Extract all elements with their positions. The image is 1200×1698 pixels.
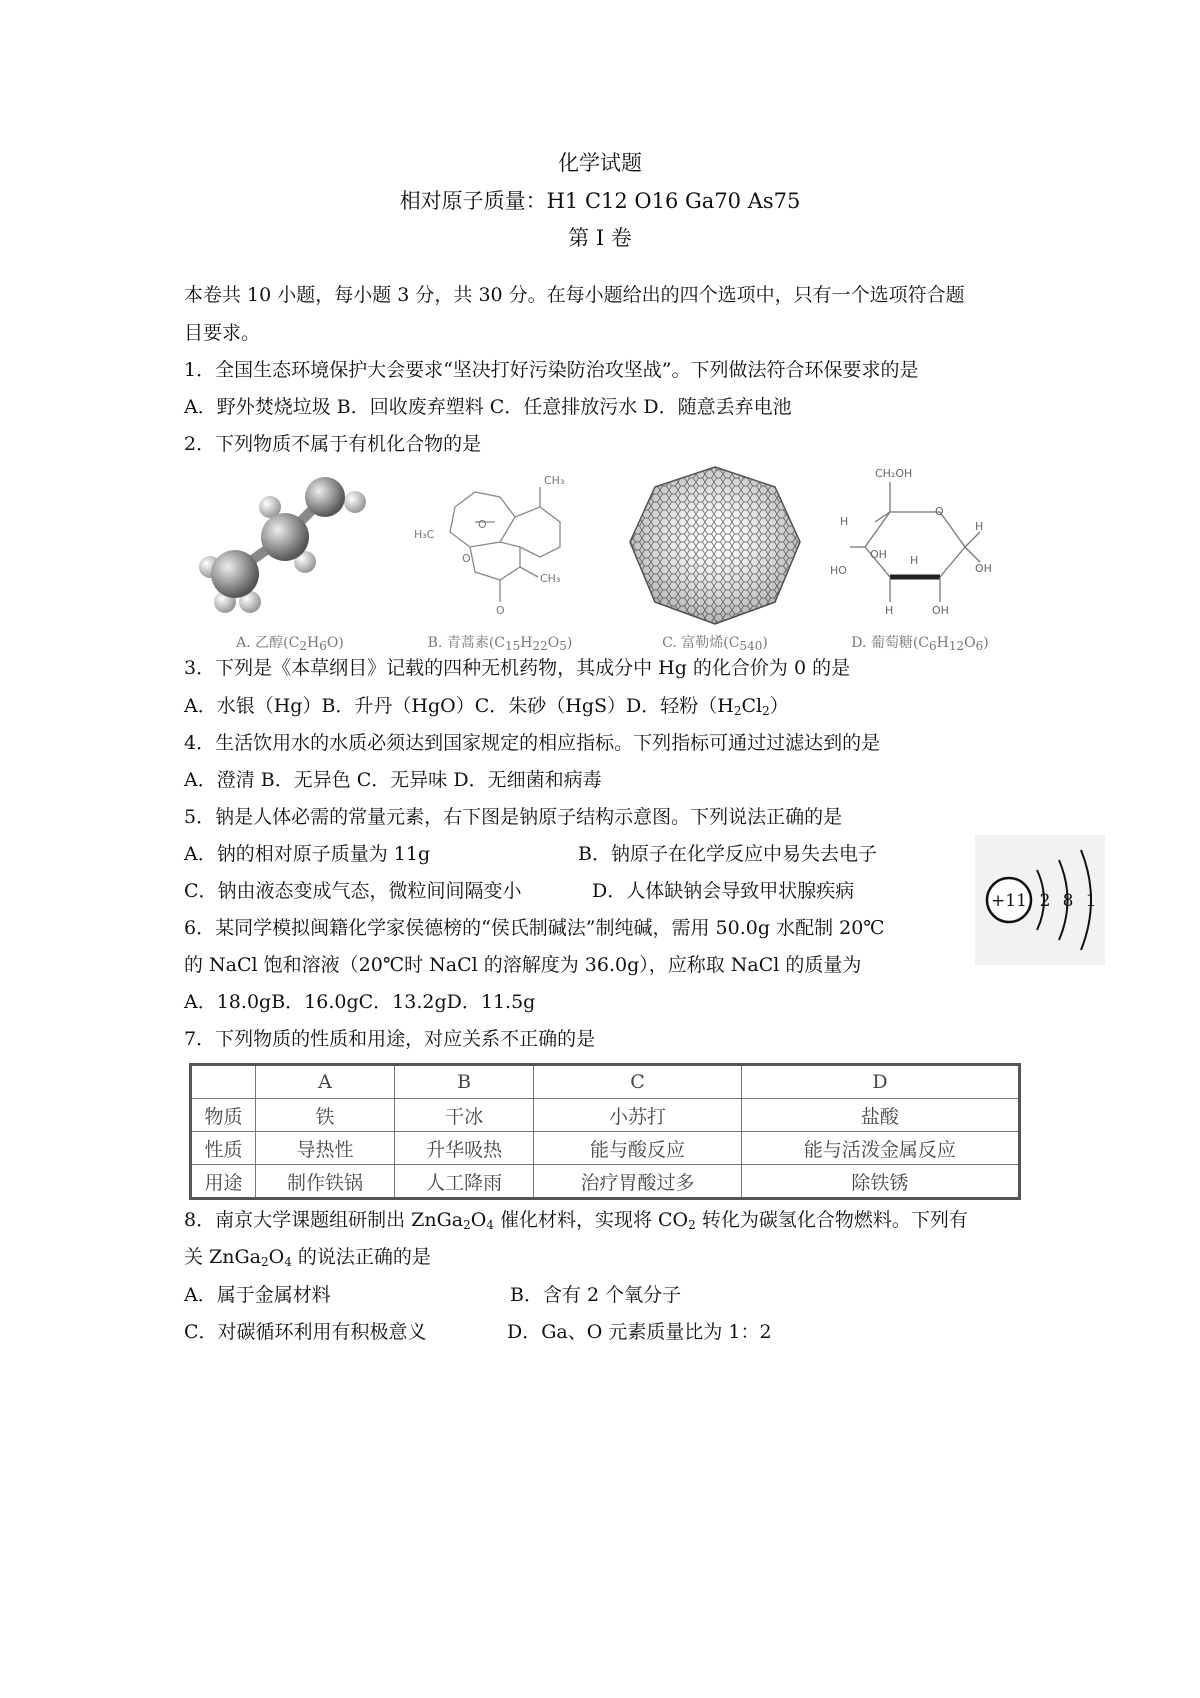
question-4-stem: 4．生活饮用水的水质必须达到国家规定的相应指标。下列指标可通过过滤达到的是 [184,732,881,754]
table-cell: 能与酸反应 [534,1132,742,1165]
table-header-cell: B [395,1065,534,1099]
question-5-option-d: D．人体缺钠会导致甲状腺疾病 [592,880,855,902]
shell-electrons: 8 [1062,891,1074,911]
table-cell [191,1065,256,1099]
table-cell: 干冰 [395,1099,534,1132]
o-label: O [462,552,471,565]
volume-title: 第 I 卷 [568,226,632,250]
question-5-option-c: C．钠由液态变成气态，微粒间间隔变小 [184,880,522,902]
table-cell: 治疗胃酸过多 [534,1165,742,1199]
property-use-table [189,1063,1021,1200]
question-5-option-b: B．钠原子在化学反应中易失去电子 [578,843,877,865]
table-cell: 盐酸 [741,1099,1019,1132]
question-6-options: A．18.0gB．16.0gC．13.2gD．11.5g [184,991,536,1013]
nucleus-charge: +11 [991,891,1027,911]
artemisinin-structure [400,462,600,632]
table-cell: 除铁锈 [741,1165,1019,1199]
ch3-label: CH₃ [544,474,565,487]
table-cell: 制作铁锅 [256,1165,395,1199]
h-label: H [975,520,984,533]
question-1-options: A．野外焚烧垃圾 B．回收废弃塑料 C．任意排放污水 D．随意丢弃电池 [184,396,792,418]
table-cell: 人工降雨 [395,1165,534,1199]
table-row [191,1165,1020,1199]
o-label: O [496,604,505,617]
table-row [191,1099,1020,1132]
table-header-cell: C [534,1065,742,1099]
question-3-options: A．水银（Hg）B．升丹（HgO）C．朱砂（HgS）D．轻粉$(H_2Cl_2)$ [184,695,789,718]
question-8-option-a: A．属于金属材料 [184,1284,331,1306]
ethanol-ball-model [190,462,390,632]
ch3-label: CH₃ [540,572,561,585]
question-1-stem: 1．全国生态环境保护大会要求“坚决打好污染防治攻坚战”。下列做法符合环保要求的是 [184,359,919,381]
instructions-line: 目要求。 [184,322,261,344]
figure-label: D. 葡萄糖$(C_6H_{12}O_6)$ [851,635,989,653]
h-label: H [840,515,849,528]
figure-artemisinin [400,462,600,653]
question-8-stem: 8．南京大学课题组研制出 $ZnGa_2O_4$ 催化材料，实现将 $CO_2$ 转化为碳氢化合物燃料。下列有 [184,1209,968,1232]
figure-glucose [820,462,1020,653]
question-3-stem: 3．下列是《本草纲目》记载的四种无机药物，其成分中 Hg 的化合价为 0 的是 [184,657,851,679]
o-label: O [478,518,487,531]
question-2-stem: 2．下列物质不属于有机化合物的是 [184,433,482,455]
question-6-line: 6．某同学模拟闽籍化学家侯德榜的“侯氏制碱法”制纯碱，需用 50.0g 水配制 20℃ [184,917,885,939]
ch2oh-label: CH₂OH [875,467,913,480]
oh-label: OH [870,548,887,561]
table-cell: 小苏打 [534,1099,742,1132]
table-cell: 导热性 [256,1132,395,1165]
instructions-line: 本卷共 10 小题，每小题 3 分，共 30 分。在每小题给出的四个选项中，只有一个选项符合题 [184,284,965,306]
row-header: 物质 [191,1099,256,1132]
question-8-option-c: C．对碳循环利用有积极意义 [184,1321,427,1343]
atomic-masses: 相对原子质量：H1 C12 O16 Ga70 As75 [399,189,801,213]
oh-label: OH [975,562,992,575]
figure-fullerene [615,462,815,653]
oh-label: OH [932,604,949,617]
row-header: 用途 [191,1165,256,1199]
question-6-line: 的 NaCl 饱和溶液（20℃时 NaCl 的溶解度为 36.0g），应称取 NaCl 的质量为 [184,954,862,976]
h-label: H [910,554,919,567]
question-7-stem: 7．下列物质的性质和用途，对应关系不正确的是 [184,1028,596,1050]
table-row [191,1132,1020,1165]
table-cell: 铁 [256,1099,395,1132]
question-8-stem: 关 $ZnGa_2O_4$ 的说法正确的是 [184,1246,431,1269]
fullerene-cage [615,462,815,632]
h-label: H [885,604,894,617]
table-header-row [191,1065,1020,1099]
question-8-option-b: B．含有 2 个氧分子 [510,1284,682,1306]
table-cell: 能与活泼金属反应 [741,1132,1019,1165]
table-header-cell: D [741,1065,1019,1099]
question-8-option-d: D．Ga、O 元素质量比为 1：2 [507,1321,772,1343]
paper-title: 化学试题 [558,151,642,175]
question-5-stem: 5．钠是人体必需的常量元素，右下图是钠原子结构示意图。下列说法正确的是 [184,806,843,828]
glucose-structure [820,462,1020,632]
table-header-cell: A [256,1065,395,1099]
question-5-option-a: A．钠的相对原子质量为 11g [184,843,431,865]
question-4-options: A．澄清 B．无异色 C．无异味 D．无细菌和病毒 [184,769,602,791]
figure-label: C. 富勒烯$(C_{540})$ [662,635,768,653]
figure-label: B. 青蒿素$(C_{15}H_{22}O_5)$ [427,635,573,653]
figure-label: A. 乙醇$(C_2H_6O)$ [236,635,344,653]
sodium-atom-diagram [975,835,1105,965]
figure-ethanol [190,462,390,653]
h3c-label: H₃C [414,528,435,541]
ho-label: HO [830,564,847,577]
o-label: O [935,505,944,518]
table-cell: 升华吸热 [395,1132,534,1165]
shell-electrons: 2 [1039,891,1051,911]
shell-electrons: 1 [1085,891,1097,911]
row-header: 性质 [191,1132,256,1165]
